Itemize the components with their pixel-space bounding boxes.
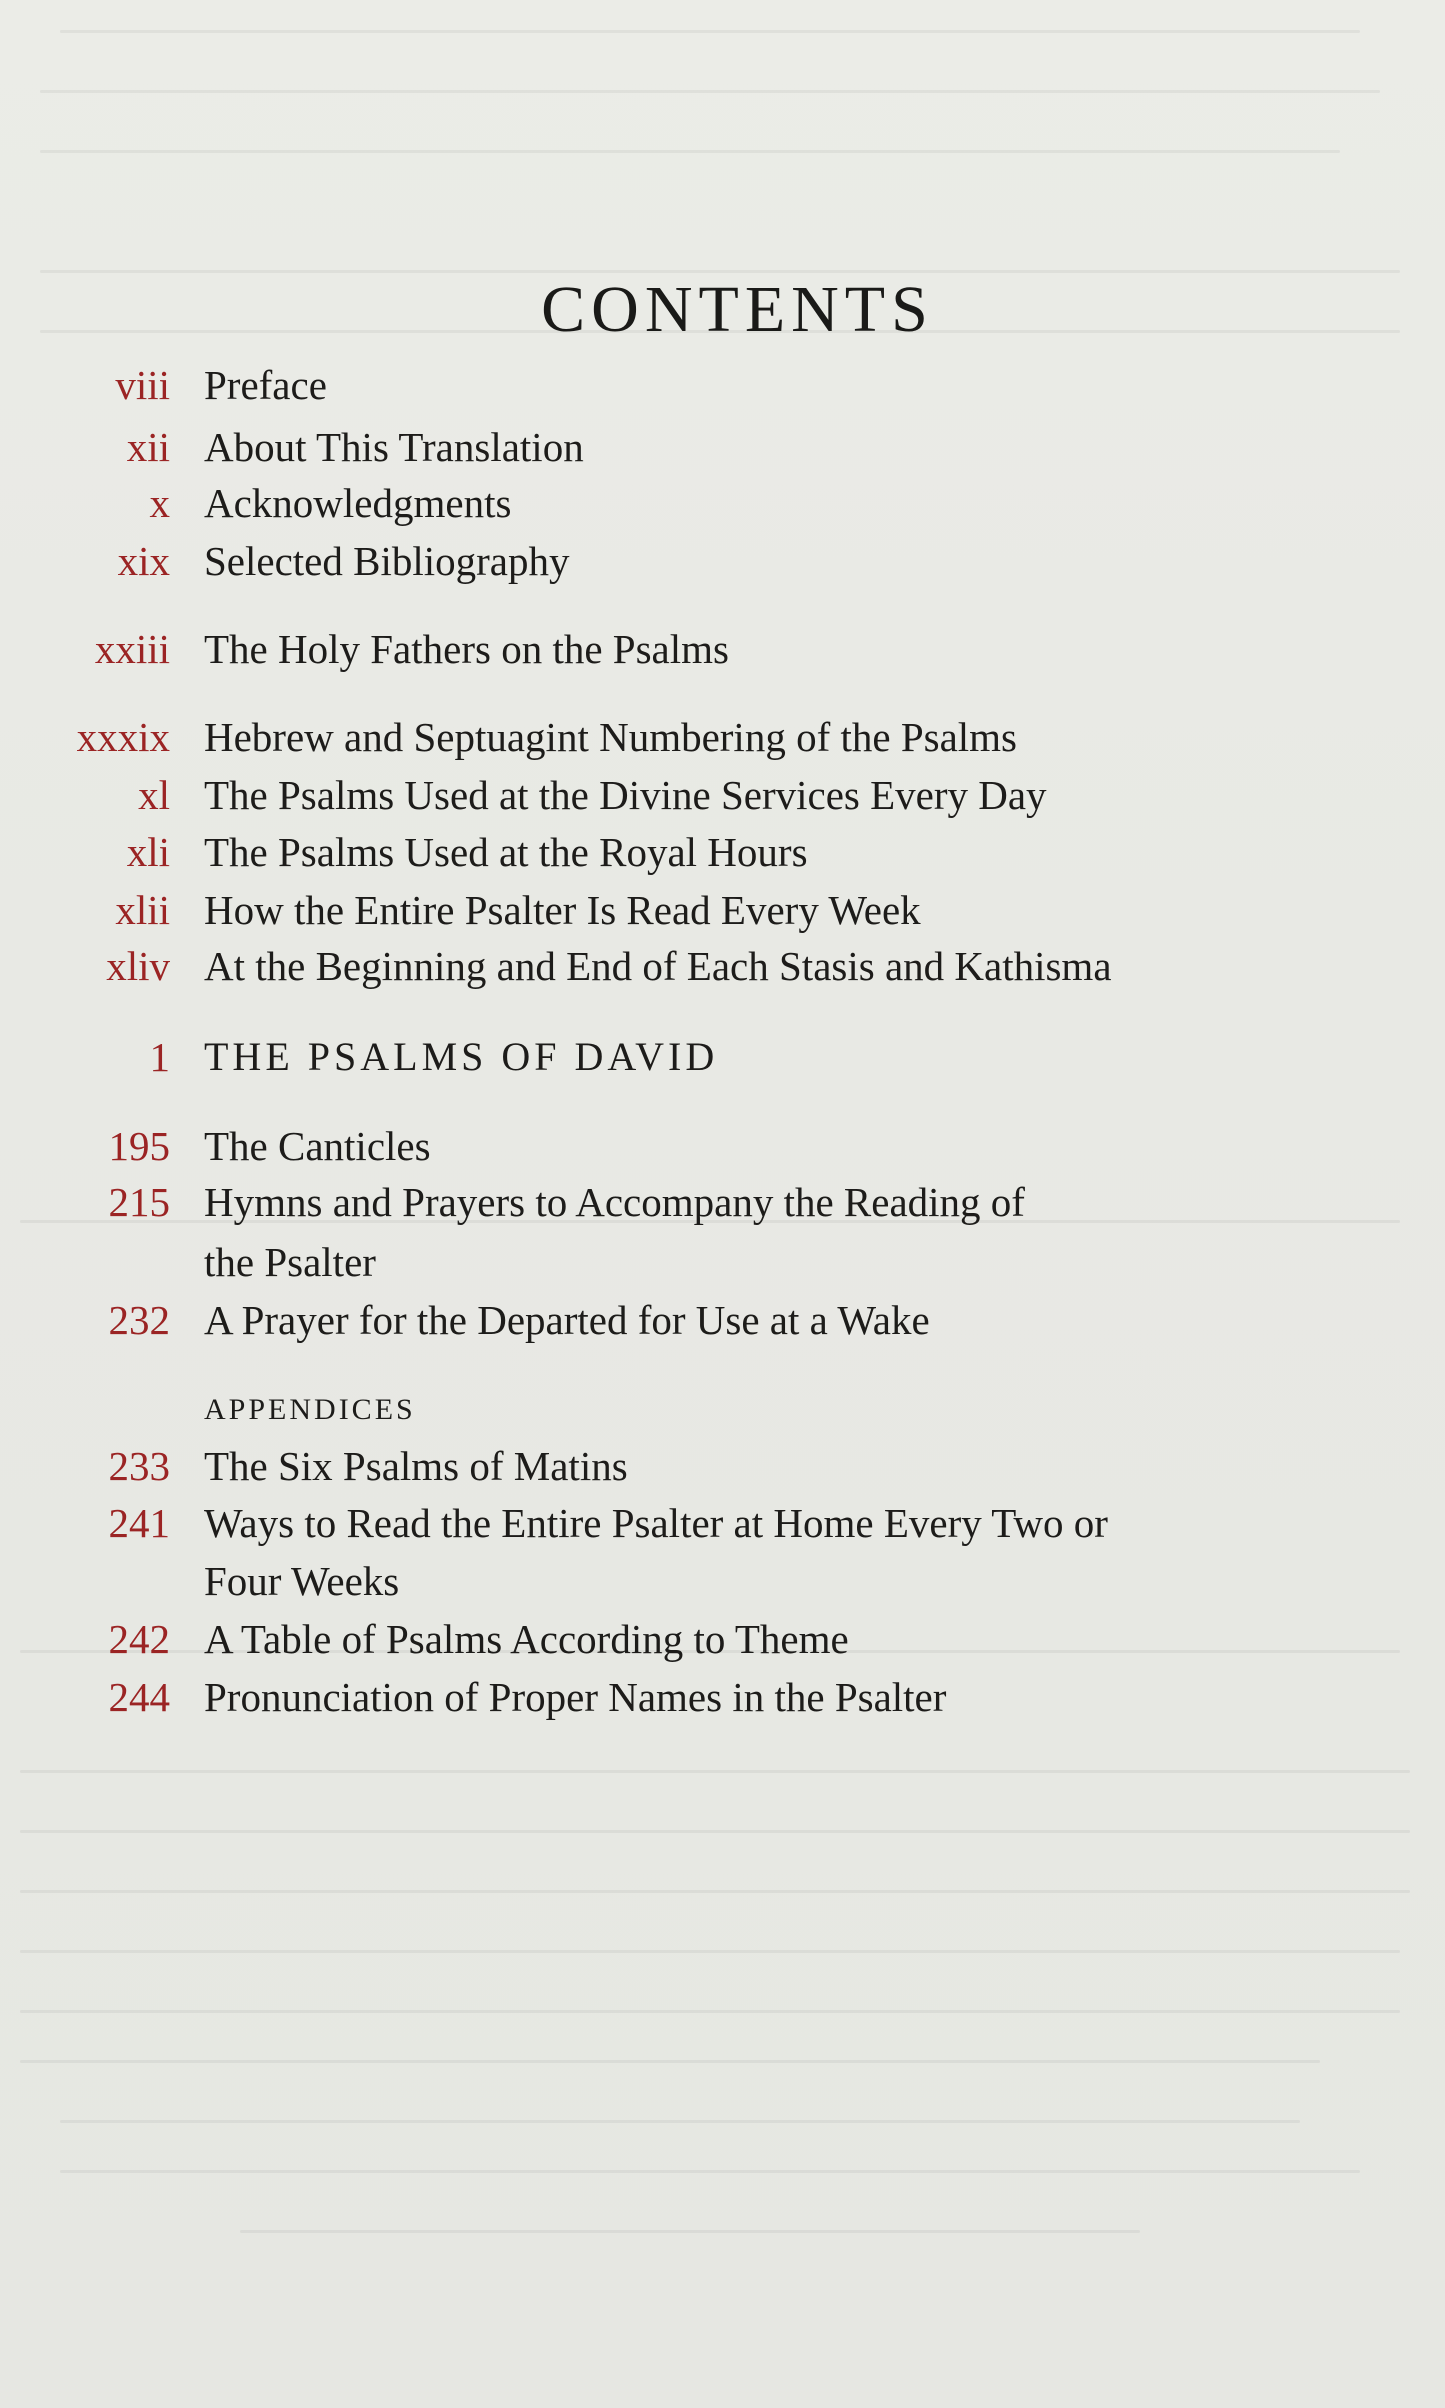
section-title: THE PSALMS OF DAVID bbox=[204, 1034, 719, 1079]
toc-entry[interactable] bbox=[0, 1291, 1445, 1349]
page-number: 1 bbox=[149, 1034, 170, 1080]
toc-entry[interactable] bbox=[0, 823, 1445, 881]
entry-title: A Table of Psalms According to Theme bbox=[204, 1616, 849, 1662]
entry-title: At the Beginning and End of Each Stasis and Kathisma bbox=[204, 943, 1112, 989]
entry-title: How the Entire Psalter Is Read Every Week bbox=[204, 887, 921, 933]
page-number: x bbox=[149, 480, 170, 526]
entry-title: Ways to Read the Entire Psalter at Home Every Two or bbox=[204, 1500, 1108, 1546]
entry-title: Preface bbox=[204, 362, 327, 408]
toc-entry-continuation bbox=[0, 1552, 1445, 1610]
toc-entry[interactable] bbox=[0, 1668, 1445, 1726]
page-number: 233 bbox=[108, 1443, 170, 1489]
page-number: xl bbox=[138, 772, 170, 818]
toc-entry[interactable] bbox=[0, 620, 1445, 678]
entry-title: About This Translation bbox=[204, 424, 584, 470]
appendices-heading: APPENDICES bbox=[204, 1393, 416, 1426]
entry-title: The Psalms Used at the Divine Services Every Day bbox=[204, 772, 1047, 818]
page-number: xlii bbox=[115, 887, 170, 933]
page-number: 241 bbox=[108, 1500, 170, 1546]
page-number: 215 bbox=[108, 1179, 170, 1225]
page-number: xli bbox=[126, 829, 170, 875]
page-number: 232 bbox=[108, 1297, 170, 1343]
page-number: xxiii bbox=[94, 626, 170, 672]
page-title: CONTENTS bbox=[541, 273, 934, 347]
toc-entry[interactable] bbox=[0, 1494, 1445, 1552]
entry-title: Hebrew and Septuagint Numbering of the Psalms bbox=[204, 714, 1018, 760]
toc-entry[interactable] bbox=[0, 1173, 1445, 1231]
toc-entry[interactable] bbox=[0, 937, 1445, 995]
entry-title-continued: the Psalter bbox=[204, 1239, 376, 1285]
page-number: xix bbox=[117, 538, 170, 584]
page-number: xxxix bbox=[76, 714, 170, 760]
page-number: viii bbox=[115, 362, 170, 408]
entry-title: The Holy Fathers on the Psalms bbox=[204, 626, 729, 672]
entry-title: Hymns and Prayers to Accompany the Reading of bbox=[204, 1179, 1025, 1225]
entry-title: The Canticles bbox=[204, 1123, 431, 1169]
toc-entry[interactable] bbox=[0, 708, 1445, 766]
entry-title-continued: Four Weeks bbox=[204, 1558, 400, 1604]
toc-entry[interactable] bbox=[0, 1117, 1445, 1175]
entry-title: The Psalms Used at the Royal Hours bbox=[204, 829, 808, 875]
page-number: 242 bbox=[108, 1616, 170, 1662]
page-number: xii bbox=[126, 424, 170, 470]
entry-title: Selected Bibliography bbox=[204, 538, 570, 584]
toc-entry[interactable] bbox=[0, 474, 1445, 532]
toc-entry[interactable] bbox=[0, 532, 1445, 590]
page-number: xliv bbox=[106, 943, 170, 989]
page-number: 244 bbox=[108, 1674, 170, 1720]
toc-entry[interactable] bbox=[0, 1610, 1445, 1668]
toc-entry[interactable] bbox=[0, 418, 1445, 476]
entry-title: The Six Psalms of Matins bbox=[204, 1443, 628, 1489]
toc-entry[interactable] bbox=[0, 766, 1445, 824]
toc-entry-main-section[interactable] bbox=[0, 1028, 1445, 1086]
entry-title: A Prayer for the Departed for Use at a Wake bbox=[204, 1297, 930, 1343]
toc-entry[interactable] bbox=[0, 1437, 1445, 1495]
entry-title: Pronunciation of Proper Names in the Psalter bbox=[204, 1674, 947, 1720]
entry-title: Acknowledgments bbox=[204, 480, 512, 526]
toc-entry[interactable] bbox=[0, 356, 1445, 414]
toc-entry[interactable] bbox=[0, 881, 1445, 939]
toc-entry-continuation bbox=[0, 1233, 1445, 1291]
page-number: 195 bbox=[108, 1123, 170, 1169]
